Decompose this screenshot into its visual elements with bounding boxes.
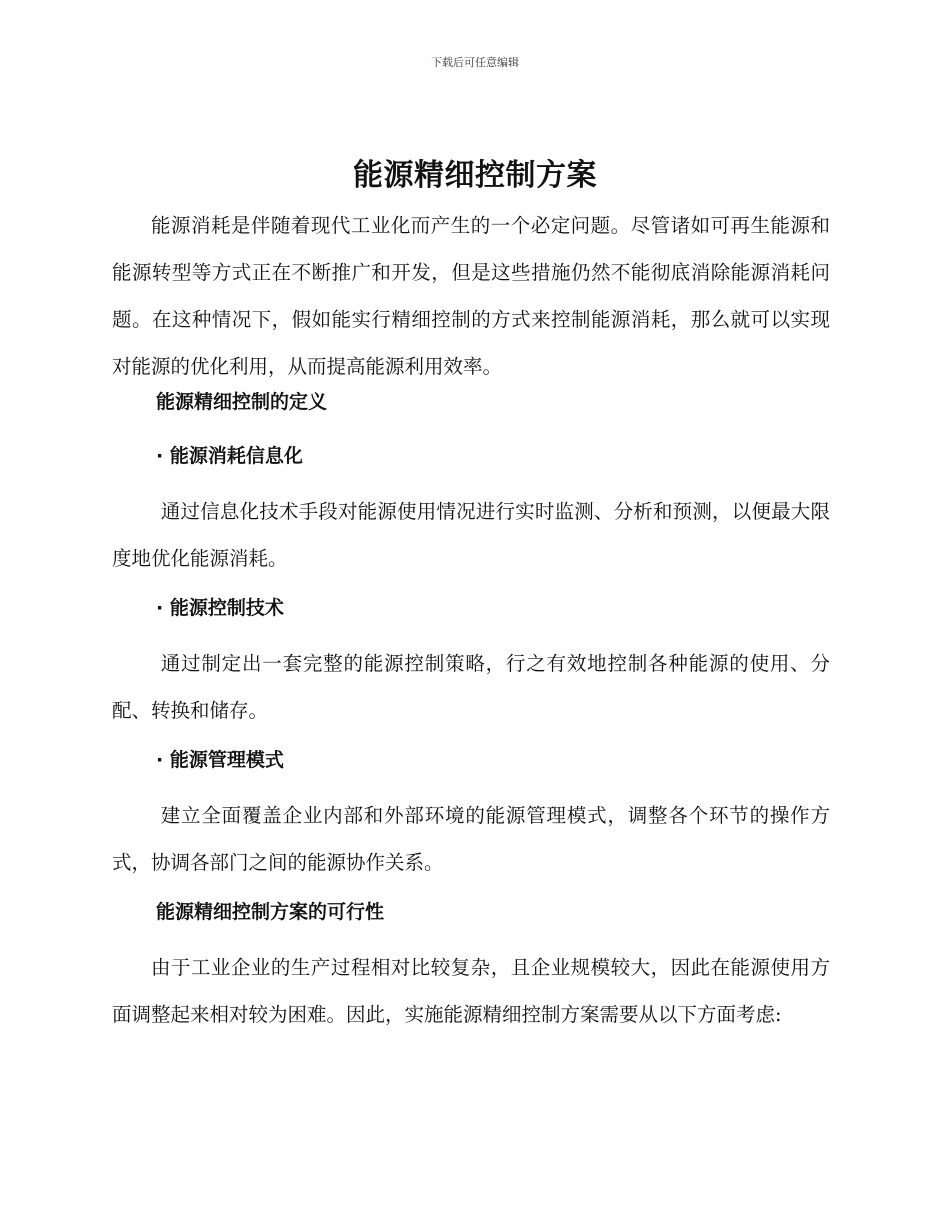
paragraph-energy-management-mode: 建立全面覆盖企业内部和外部环境的能源管理模式，调整各个环节的操作方式，协调各部门之间的能源协作关系。 [112,804,830,874]
paragraph-energy-informatization: 通过信息化技术手段对能源使用情况进行实时监测、分析和预测，以便最大限度地优化能源消耗。 [112,500,830,570]
section-heading-definition: 能源精细控制的定义 [156,391,328,413]
document-title: 能源精细控制方案 [353,158,597,193]
subheading-energy-management-mode: · 能源管理模式 [156,749,284,771]
section-heading-feasibility: 能源精细控制方案的可行性 [156,901,385,923]
paragraph-feasibility: 由于工业企业的生产过程相对比较复杂，且企业规模较大，因此在能源使用方面调整起来相对较为困难。因此，实施能源精细控制方案需要从以下方面考虑: [112,956,830,1026]
subheading-energy-informatization: · 能源消耗信息化 [156,445,303,467]
paragraph-energy-control-tech: 通过制定出一套完整的能源控制策略，行之有效地控制各种能源的使用、分配、转换和储存。 [112,652,830,722]
page-header-note: 下载后可任意编辑 [431,56,519,69]
intro-paragraph: 能源消耗是伴随着现代工业化而产生的一个必定问题。尽管诸如可再生能源和能源转型等方式正在不断推广和开发，但是这些措施仍然不能彻底消除能源消耗问题。在这种情况下，假如能实行精细控制的方式来控制能源消耗，那么就可以实现对能源的优化利用，从而提高能源利用效率。 [112,214,830,378]
subheading-energy-control-tech: · 能源控制技术 [156,597,284,619]
